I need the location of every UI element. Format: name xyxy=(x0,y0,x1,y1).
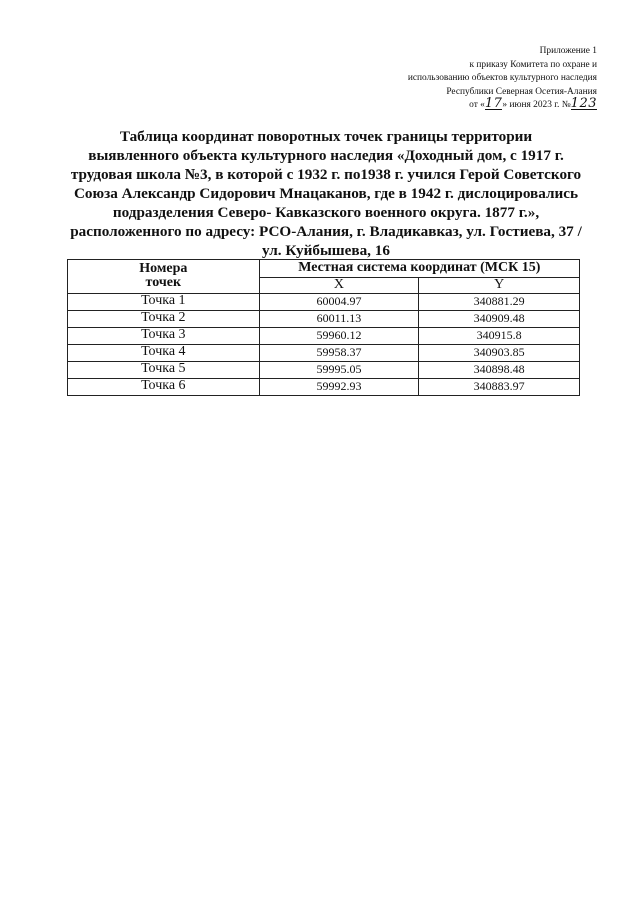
header-coordinate-system: Местная система координат (МСК 15) xyxy=(259,260,579,278)
point-cell: Точка 5 xyxy=(68,361,260,378)
y-cell: 340881.29 xyxy=(419,293,580,310)
point-cell: Точка 4 xyxy=(68,344,260,361)
point-cell: Точка 2 xyxy=(68,310,260,327)
annex-date-prefix: от « xyxy=(469,100,485,111)
annex-title: Приложение 1 xyxy=(539,46,597,56)
title-line-6: расположенного по адресу: РСО-Алания, г. Владикавказ, ул. Гостиева, 37 / xyxy=(70,223,582,240)
x-cell: 59992.93 xyxy=(259,378,419,395)
document-title xyxy=(60,127,592,260)
y-cell: 340909.48 xyxy=(419,310,580,327)
annex-block xyxy=(297,45,597,113)
table-row xyxy=(68,378,580,395)
x-cell: 60011.13 xyxy=(259,310,419,327)
table-header-row xyxy=(68,260,580,278)
y-cell: 340915.8 xyxy=(419,327,580,344)
header-points-line-2: точек xyxy=(145,275,182,291)
annex-order-line: к приказу Комитета по охране и xyxy=(469,59,597,70)
header-y: Y xyxy=(419,278,580,294)
annex-date-line xyxy=(297,96,597,113)
title-line-3: трудовая школа №3, в которой с 1932 г. по1938 г. учился Герой Советского xyxy=(70,166,582,183)
table-row xyxy=(68,327,580,344)
y-cell: 340898.48 xyxy=(419,361,580,378)
y-cell: 340883.97 xyxy=(419,378,580,395)
annex-date-mid: » июня 2023 г. № xyxy=(502,100,571,111)
annex-day-handwritten: 17 xyxy=(484,96,503,112)
table-row xyxy=(68,344,580,361)
header-points xyxy=(68,260,260,294)
annex-republic-line: Республики Северная Осетия-Алания xyxy=(446,86,597,97)
title-line-4: Союза Александр Сидорович Мнацаканов, где в 1942 г. дислоцировались xyxy=(73,185,579,202)
y-cell: 340903.85 xyxy=(419,344,580,361)
title-line-5: подразделения Северо- Кавказского военного округа. 1877 г.», xyxy=(112,204,540,221)
coordinates-table xyxy=(67,259,580,396)
header-x: X xyxy=(259,278,419,294)
table-row xyxy=(68,361,580,378)
table-row xyxy=(68,310,580,327)
title-line-7: ул. Куйбышева, 16 xyxy=(262,242,390,259)
x-cell: 59960.12 xyxy=(259,327,419,344)
x-cell: 59958.37 xyxy=(259,344,419,361)
x-cell: 60004.97 xyxy=(259,293,419,310)
header-points-line-1: Номера xyxy=(139,260,188,276)
title-line-2: выявленного объекта культурного наследия «Доходный дом, с 1917 г. xyxy=(88,147,564,164)
title-line-1: Таблица координат поворотных точек границы территории xyxy=(119,128,533,145)
point-cell: Точка 3 xyxy=(68,327,260,344)
table-row xyxy=(68,293,580,310)
x-cell: 59995.05 xyxy=(259,361,419,378)
point-cell: Точка 1 xyxy=(68,293,260,310)
point-cell: Точка 6 xyxy=(68,378,260,395)
annex-usage-line: использованию объектов культурного наследия xyxy=(407,73,597,84)
table-body xyxy=(68,293,580,395)
annex-number-handwritten: 123 xyxy=(570,96,597,112)
